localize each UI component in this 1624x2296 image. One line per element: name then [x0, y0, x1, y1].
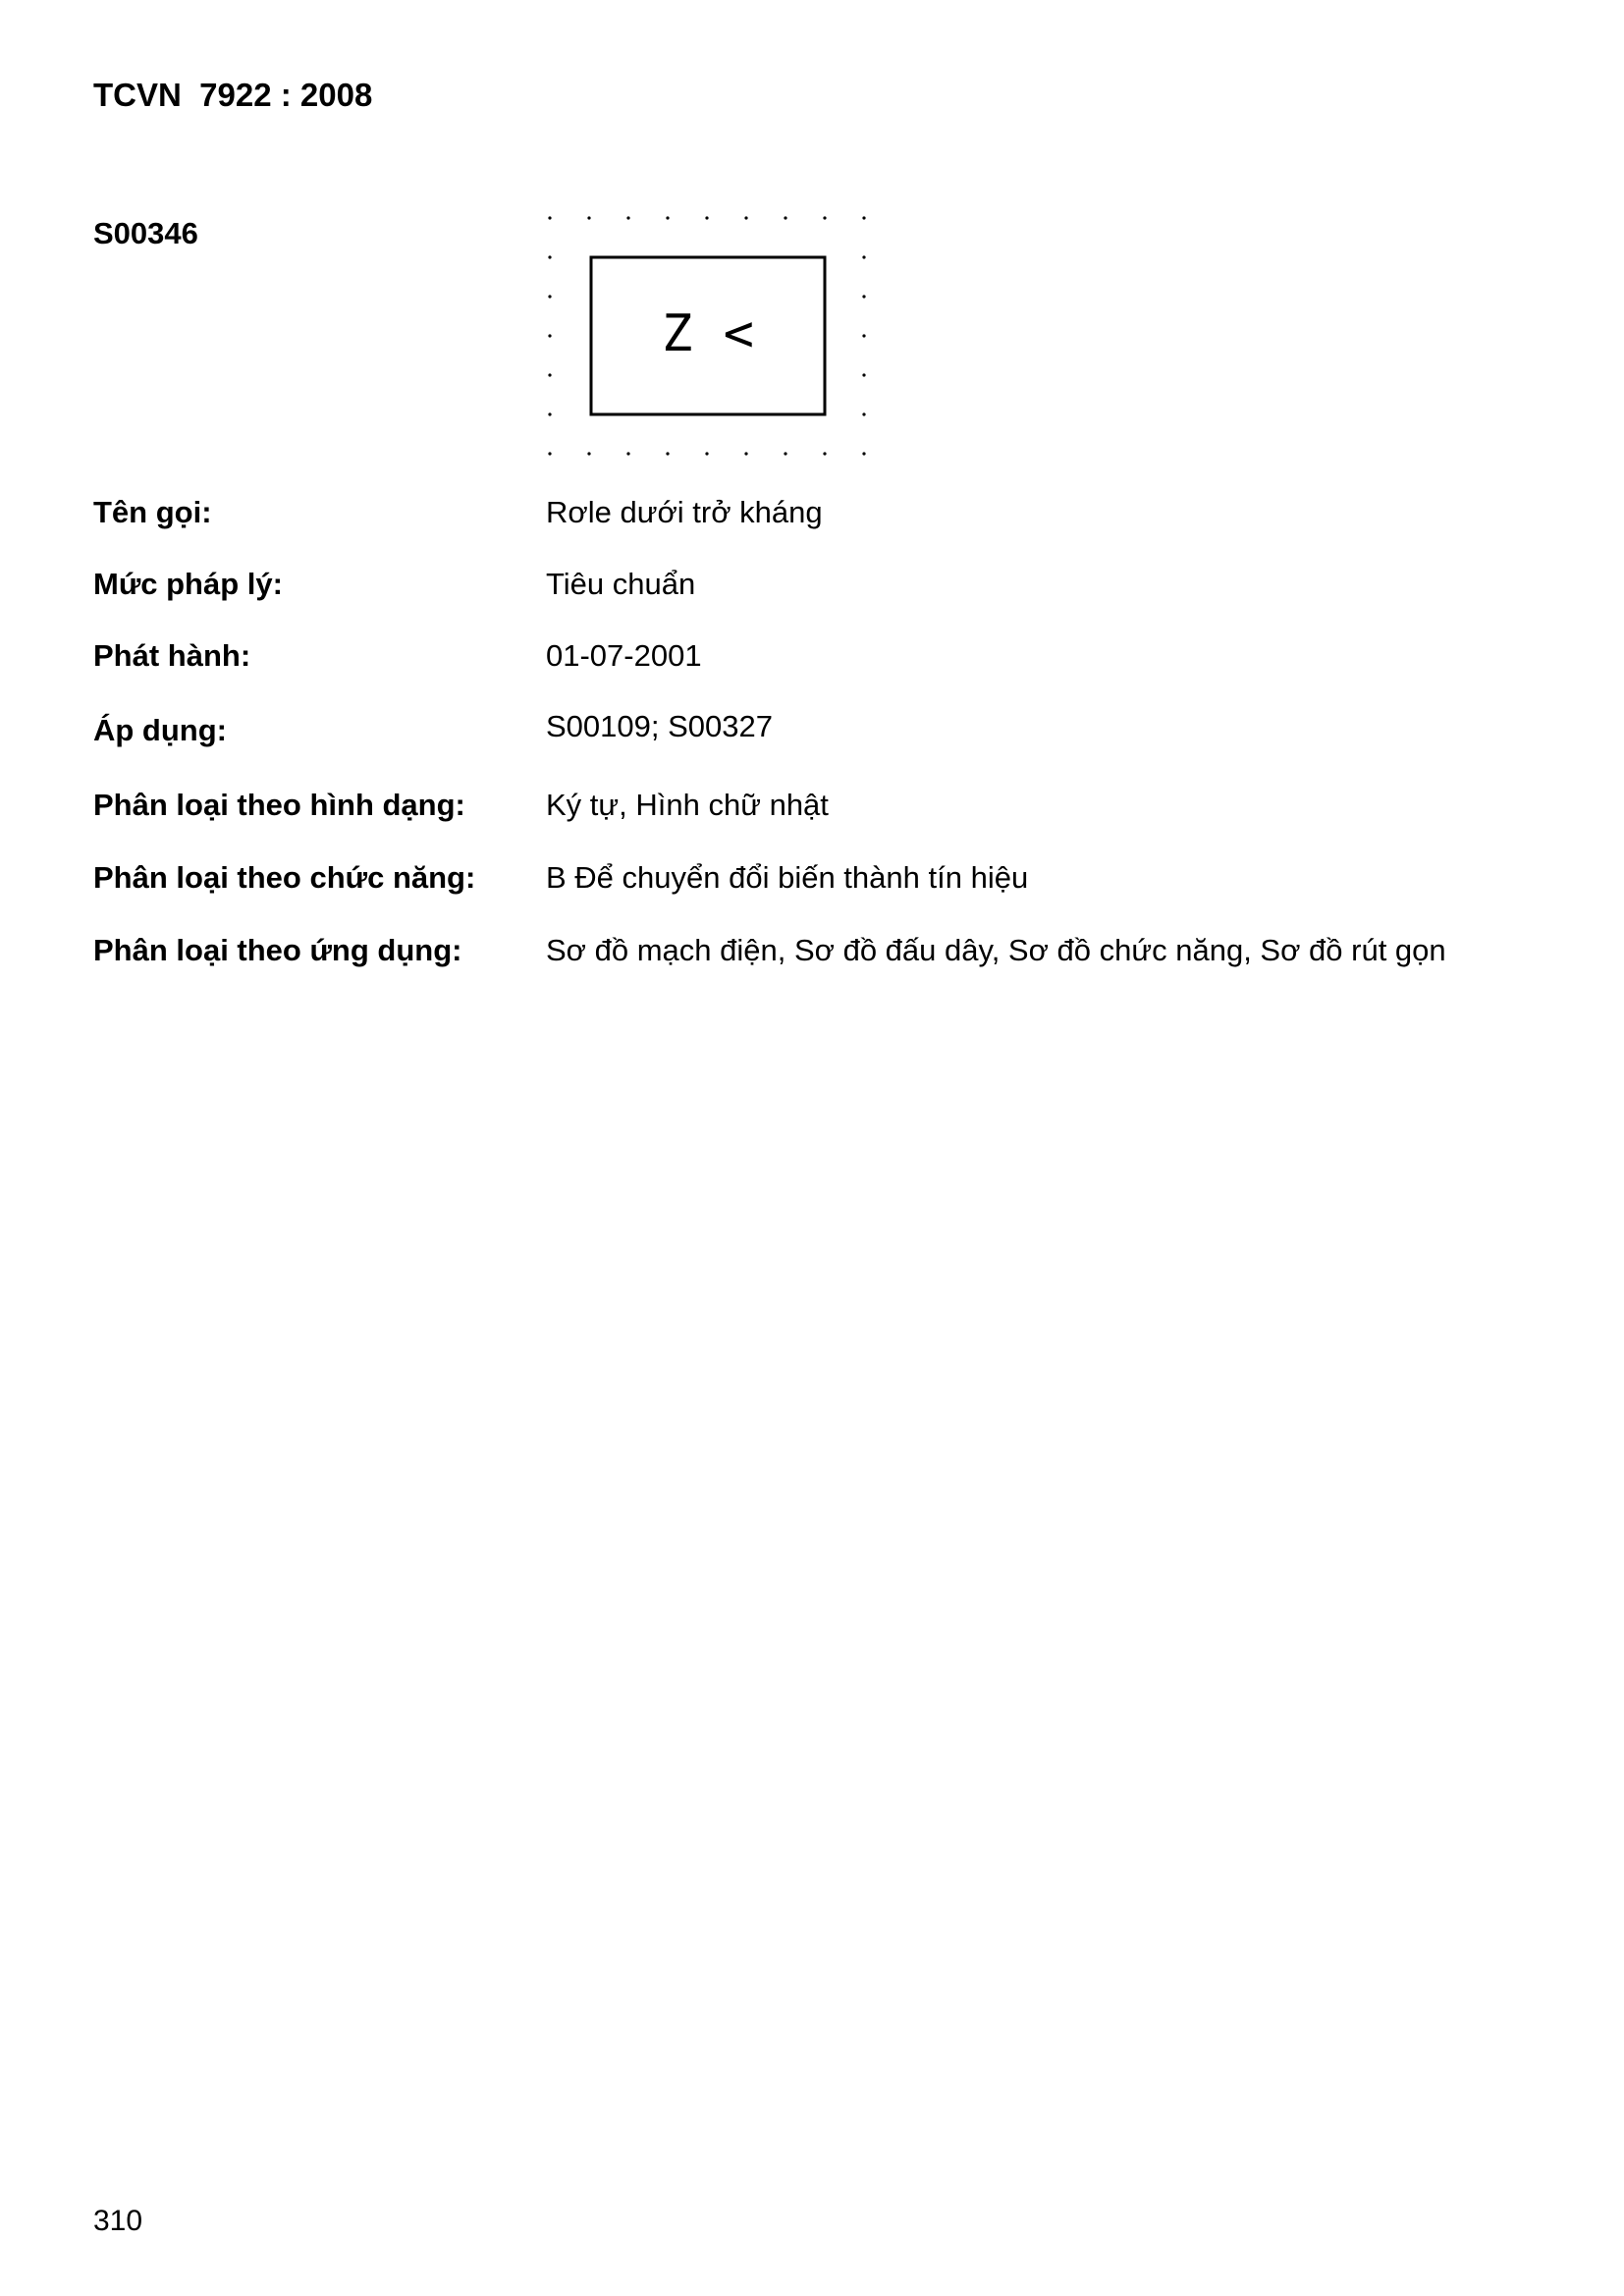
field-row-function-class	[93, 860, 1566, 903]
field-label-function-class: Phân loại theo chức năng:	[93, 860, 476, 895]
field-row-application-class	[93, 933, 1566, 976]
field-row-name	[93, 495, 1566, 538]
field-label-shape-class: Phân loại theo hình dạng:	[93, 788, 465, 822]
symbol-figure	[538, 206, 872, 462]
field-label-legal-level: Mức pháp lý:	[93, 567, 283, 601]
field-value-release: 01-07-2001	[546, 638, 702, 673]
field-row-legal-level	[93, 567, 1566, 610]
field-row-applies	[93, 709, 1566, 756]
symbol-code: S00346	[93, 216, 198, 250]
field-label-name: Tên gọi:	[93, 495, 212, 529]
field-value-function-class: B Để chuyển đổi biến thành tín hiệu	[546, 860, 1029, 895]
field-label-release: Phát hành:	[93, 638, 251, 673]
page-number: 310	[93, 2205, 143, 2237]
field-row-shape-class	[93, 788, 1566, 831]
symbol-glyph: Z <	[662, 304, 754, 363]
field-label-applies: Áp dụng:	[93, 713, 228, 747]
field-value-applies: S00109; S00327	[546, 709, 773, 743]
field-value-name: Rơle dưới trở kháng	[546, 495, 823, 529]
field-row-release	[93, 638, 1566, 682]
document-header: TCVN 7922 : 2008	[93, 77, 373, 113]
field-value-application-class: Sơ đồ mạch điện, Sơ đồ đấu dây, Sơ đồ chức năng, Sơ đồ rút gọn	[546, 933, 1446, 967]
field-value-legal-level: Tiêu chuẩn	[546, 567, 696, 601]
field-value-shape-class: Ký tự, Hình chữ nhật	[546, 788, 829, 822]
field-label-application-class: Phân loại theo ứng dụng:	[93, 933, 462, 967]
